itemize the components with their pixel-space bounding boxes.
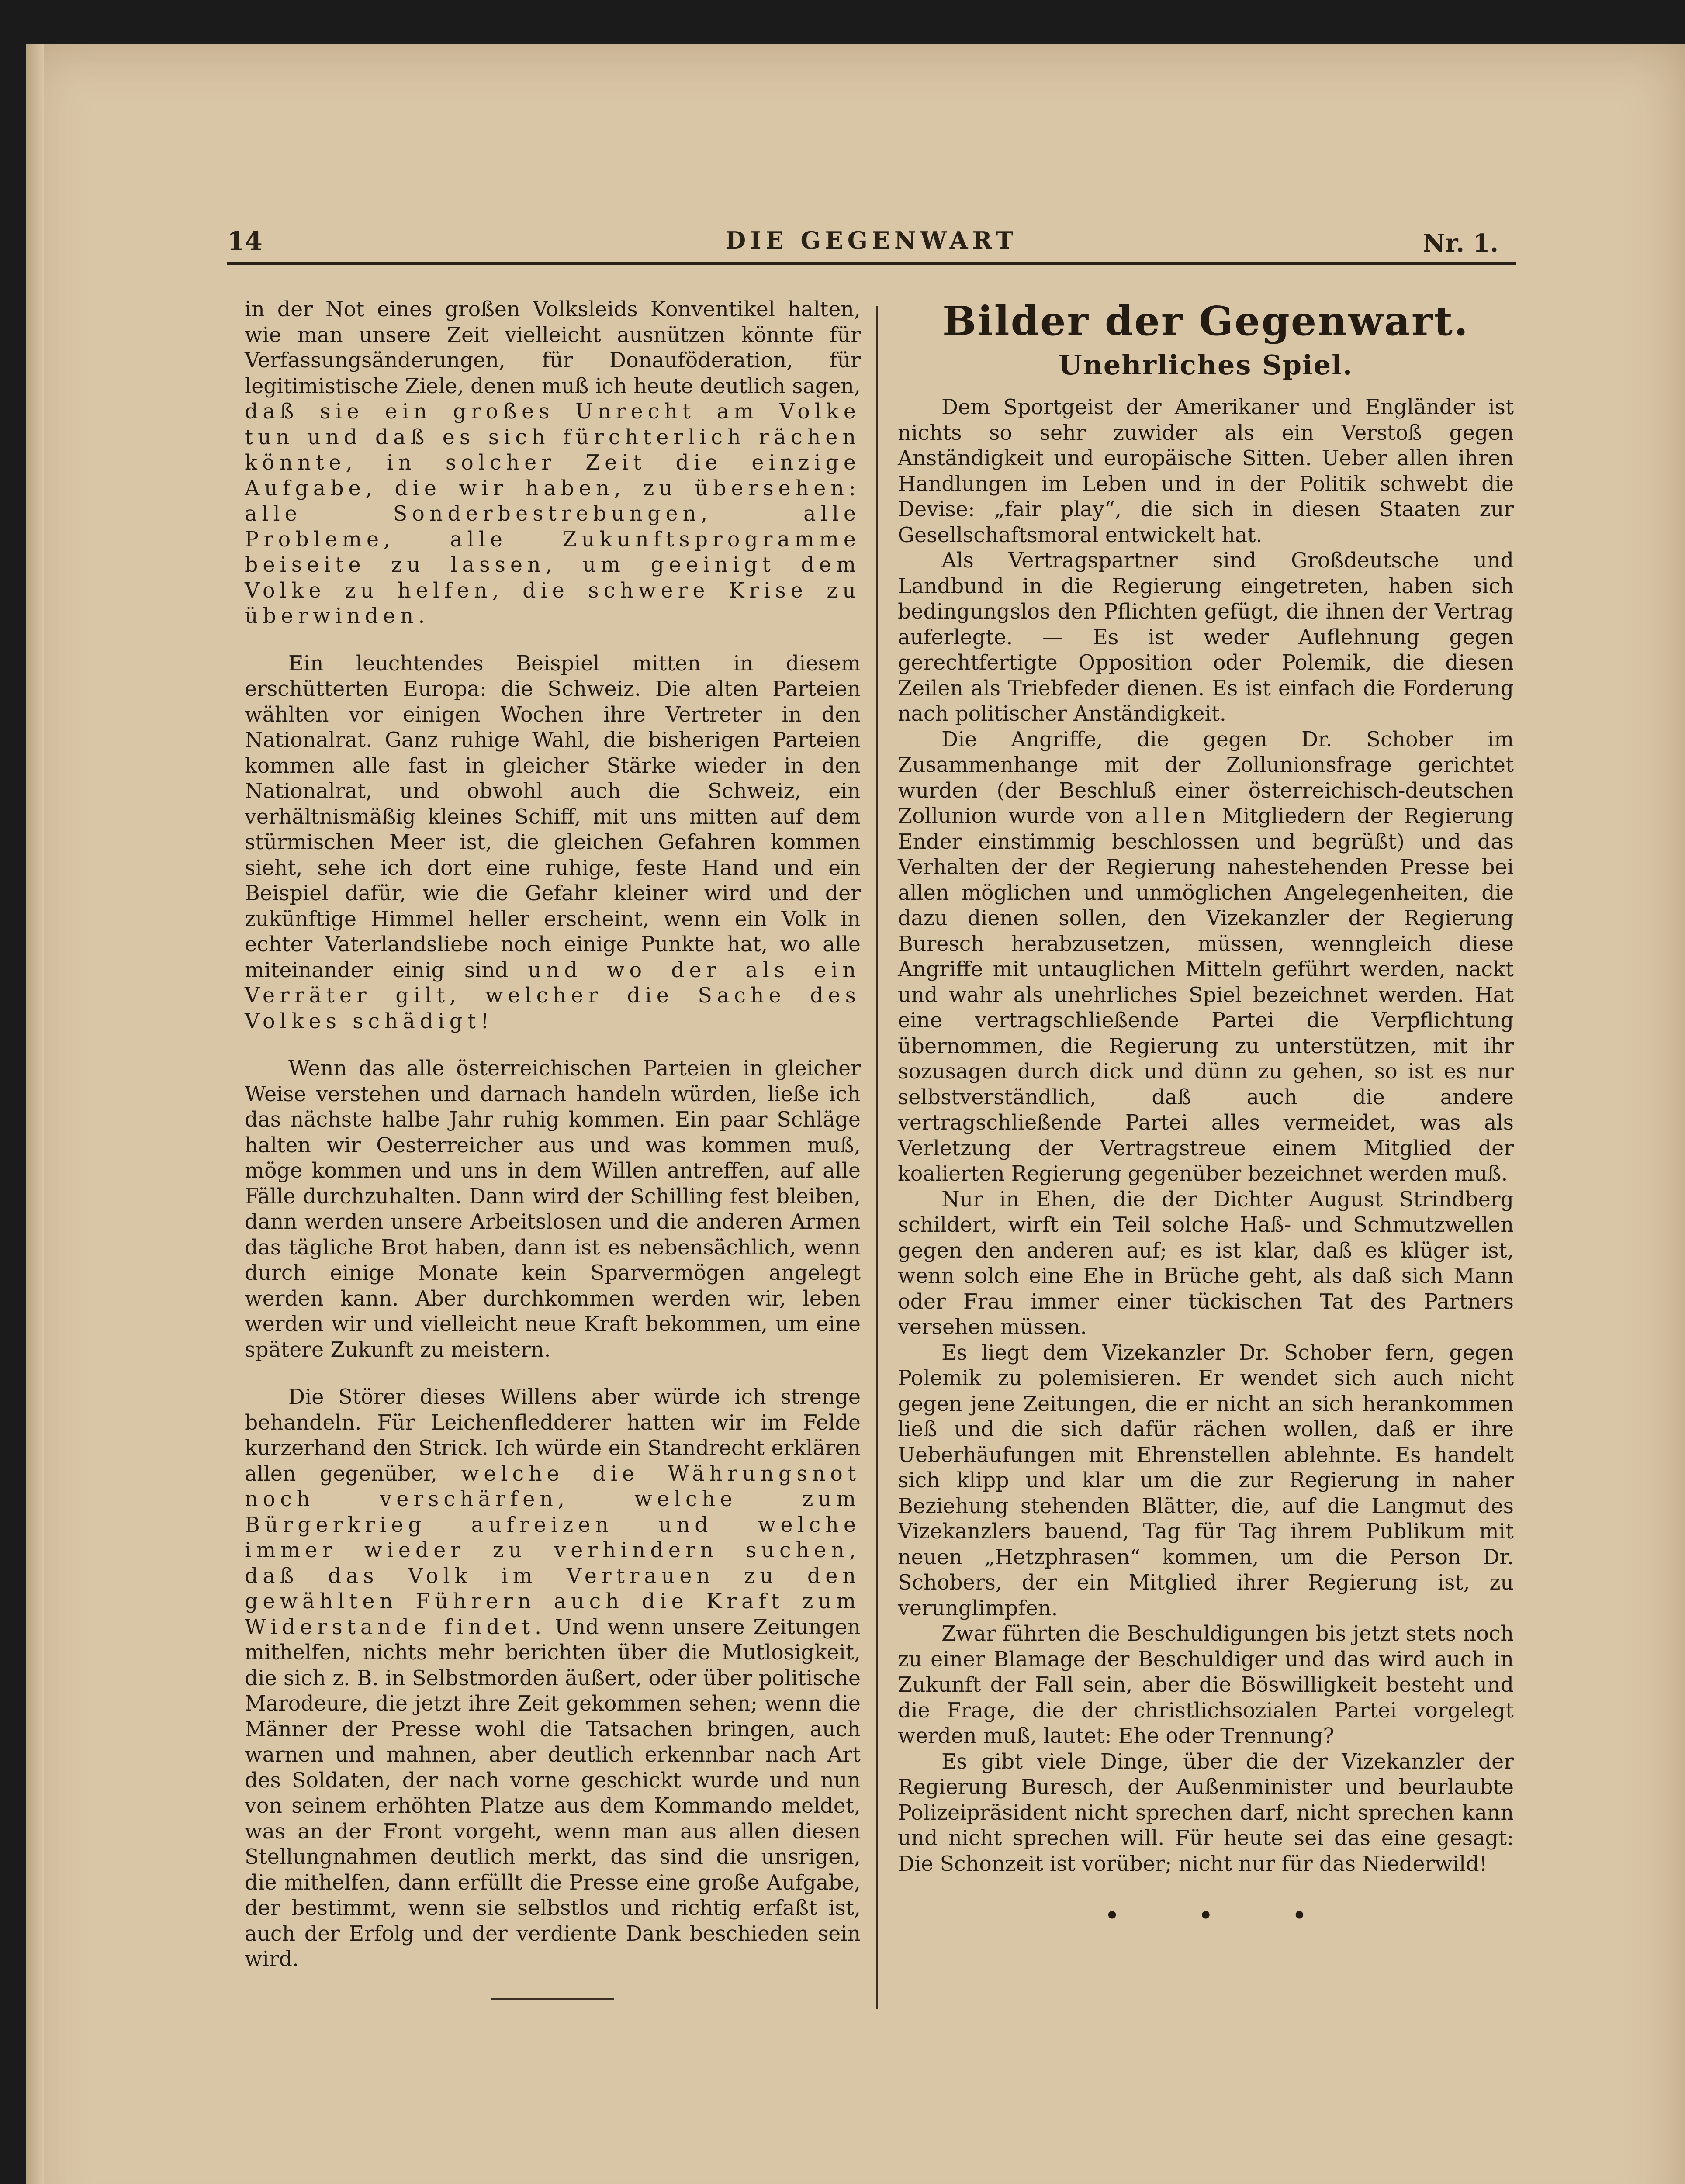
- article-end-rule: [491, 1998, 614, 2000]
- left-p4-spaced-text: welche die Währungsnot noch verschärfen, welche zum Bürgerkrieg aufreizen und welche immer wieder zu verhindern suchen, daß das Volk im Vertrauen zu den gewählten Führern auch die Kraft zum Widerstande findet.: [245, 1462, 861, 1639]
- left-p4-text-end: Und wenn unsere Zeitungen mithelfen, nichts mehr berichten über die Mutlosigkeit, die sich z. B. in Selbstmorden äußert, oder über politische Marodeure, die jetzt ihre Zeit gekommen sehen; wenn die Männer der Presse wohl die Tatsachen bringen, auch warnen und mahnen, aber deutlich erkennbar nach Art des Soldaten, der nach vorne geschickt wurde und nun von seinem erhöhten Platze aus dem Kommando meldet, was an der Front vorgeht, wenn man aus allen diesen Stellungnahmen deutlich merkt, das sind die unsrigen, die mithelfen, dann erfüllt die Presse eine große Aufgabe, der bestimmt, wenn sie selbstlos und richtig erfaßt ist, auch der Erfolg und der verdiente Dank beschieden sein wird.: [245, 1615, 861, 1971]
- right-paragraph-3: [898, 727, 1514, 1187]
- left-column: [245, 297, 861, 2000]
- left-p2-spaced-text: und wo der als ein Verräter gilt, welcher die Sache des Volkes schädigt!: [245, 958, 861, 1033]
- right-paragraph-1: Dem Sportgeist der Amerikaner und Engländer ist nichts so sehr zuwider als ein Verstoß gegen Anständigkeit und europäische Sitten. Ueber allen ihren Handlungen im Leben und in der Politik schwebt die Devise: „fair play“, die sich in diesen Staaten zur Gesellschaftsmoral entwickelt hat.: [898, 395, 1514, 547]
- right-p3-text: Die Angriffe, die gegen Dr. Schober im Zusammenhange mit der Zollunionsfrage gerichtet wurden (der Beschluß einer österreichisch-deutschen Zollunion wurde von: [898, 727, 1514, 828]
- right-paragraph-4: Nur in Ehen, die der Dichter August Strindberg schildert, wirft ein Teil solche Haß- und Schmutzwellen gegen den anderen auf; es ist klar, daß es klüger ist, wenn solch eine Ehe in Brüche geht, als daß sich Mann oder Frau immer einer tückischen Tat des Partners versehen müssen.: [898, 1187, 1514, 1339]
- article-subtitle: Unehrliches Spiel.: [1058, 349, 1353, 381]
- left-p1-text: in der Not eines großen Volksleids Konventikel halten, wie man unsere Zeit vielleicht ausnützen könnte für Verfassungsänderungen, für Donauföderation, für legitimistische Ziele, denen muß ich heute deutlich sagen,: [245, 297, 861, 398]
- page-edge: [26, 44, 44, 2184]
- left-paragraph-4: [245, 1385, 861, 1973]
- left-p1-spaced-text: daß sie ein großes Unrecht am Volke tun und daß es sich fürchterlich rächen könnte, in solcher Zeit die einzige Aufgabe, die wir haben, zu übersehen: alle Sonderbestrebungen, alle Probleme, alle Zukunftsprogramme beiseite zu lassen, um geeinigt dem Volke zu helfen, die schwere Krise zu überwinden.: [245, 400, 861, 628]
- left-p4-text: Die Störer dieses Willens aber würde ich strenge behandeln. Für Leichenfledderer hatten wir im Felde kurzerhand den Strick. Ich würde ein Standrecht erklären allen gegenüber,: [245, 1385, 861, 1486]
- right-column: [898, 297, 1514, 1929]
- left-p2-text: Ein leuchtendes Beispiel mitten in diesem erschütterten Europa: die Schweiz. Die alten Parteien wählten vor einigen Wochen ihre Vertreter in den Nationalrat. Ganz ruhige Wahl, die bisherigen Parteien kommen alle fast in gleicher Stärke wieder in den Nationalrat, und obwohl auch die Schweiz, ein verhältnismäßig kleines Schiff, mit uns mitten auf dem stürmischen Meer ist, die gleichen Gefahren kommen sieht, sehe ich dort eine ruhige, feste Hand und ein Beispiel dafür, wie die Gefahr kleiner wird und der zukünftige Himmel heller erscheint, wenn ein Volk in echter Vaterlandsliebe noch einige Punkte hat, wo alle miteinander einig sind: [245, 651, 861, 982]
- left-paragraph-2: [245, 651, 861, 1035]
- right-paragraph-7: Es gibt viele Dinge, über die der Vizekanzler der Regierung Buresch, der Außenminister und beurlaubte Polizeipräsident nicht sprechen darf, nicht sprechen kann und nicht sprechen will. Für heute sei das eine gesagt: Die Schonzeit ist vorüber; nicht nur für das Niederwild!: [898, 1749, 1514, 1876]
- left-paragraph-1: [245, 297, 861, 629]
- column-divider: [876, 306, 878, 2009]
- right-paragraph-5: Es liegt dem Vizekanzler Dr. Schober fern, gegen Polemik zu polemisieren. Er wendet sich auch nicht gegen jene Zeitungen, die er nicht an sich herankommen ließ und die sich dafür rächen wollen, daß er ihre Ueberhäufungen mit Ehrenstellen ablehnte. Es handelt sich klipp und klar um die zur Regierung in naher Beziehung stehenden Blätter, die, auf die Langmut des Vizekanzlers bauend, Tag für Tag ihrem Publikum mit neuen „Hetzphrasen“ kommen, um die Person Dr. Schobers, der ein Mitglied ihrer Regierung ist, zu verunglimpfen.: [898, 1341, 1514, 1621]
- newspaper-page: [26, 44, 1685, 2184]
- section-title: Bilder der Gegenwart.: [942, 297, 1470, 345]
- issue-number: Nr. 1.: [1422, 229, 1498, 258]
- right-p3-text-end: Mitgliedern der Regierung Ender einstimmig beschlossen und begrüßt) und das Verhalten der der Regierung nahestehenden Presse bei allen möglichen und unmöglichen Angelegenheiten, die dazu dienen sollen, den Vizekanzler der Regierung Buresch herabzusetzen, müssen, wenngleich diese Angriffe mit untauglichen Mitteln geführt werden, nackt und wahr als unehrliches Spiel bezeichnet werden. Hat eine vertragschließende Partei die Verpflichtung übernommen, die Regierung zu unterstützen, mit ihr sozusagen durch dick und dünn zu gehen, so ist es nur selbstverständlich, daß auch die andere vertragschließende Partei alles vermeidet, was als Verletzung der Vertragstreue einem Mitglied der koalierten Regierung gegenüber bezeichnet werden muß.: [898, 804, 1514, 1186]
- right-paragraph-6: Zwar führten die Beschuldigungen bis jetzt stets noch zu einer Blamage der Beschuldiger und das wird auch in Zukunft der Fall sein, aber die Böswilligkeit besteht und die Frage, die der christlichsozialen Partei vorgelegt werden muß, lautet: Ehe oder Trennung?: [898, 1622, 1514, 1748]
- right-p3-spaced-text: allen: [1135, 804, 1211, 828]
- left-paragraph-3: Wenn das alle österreichischen Parteien in gleicher Weise verstehen und darnach handeln würden, ließe ich das nächste halbe Jahr ruhig kommen. Ein paar Schläge halten wir Oesterreicher aus und was kommen muß, möge kommen und uns in dem Willen antreffen, auf alle Fälle durchzuhalten. Dann wird der Schilling fest bleiben, dann werden unsere Arbeitslosen und die anderen Armen das tägliche Brot haben, dann ist es nebensächlich, wenn durch einige Monate kein Sparvermögen angelegt werden kann. Aber durchkommen werden wir, leben werden wir und vielleicht neue Kraft bekommen, um eine spätere Zukunft zu meistern.: [245, 1057, 861, 1362]
- running-title: DIE GEGENWART: [725, 226, 1018, 254]
- page-number: 14: [227, 226, 263, 256]
- page-header: [227, 183, 1516, 265]
- section-end-dots: • • •: [1104, 1901, 1342, 1931]
- right-paragraph-2: Als Vertragspartner sind Großdeutsche und Landbund in die Regierung eingetreten, haben sich bedingungslos den Pflichten gefügt, die ihnen der Vertrag auferlegte. — Es ist weder Auflehnung gegen gerechtfertigte Opposition oder Polemik, die diesen Zeilen als Triebfeder dienen. Es ist einfach die Forderung nach politischer Anständigkeit.: [898, 549, 1514, 726]
